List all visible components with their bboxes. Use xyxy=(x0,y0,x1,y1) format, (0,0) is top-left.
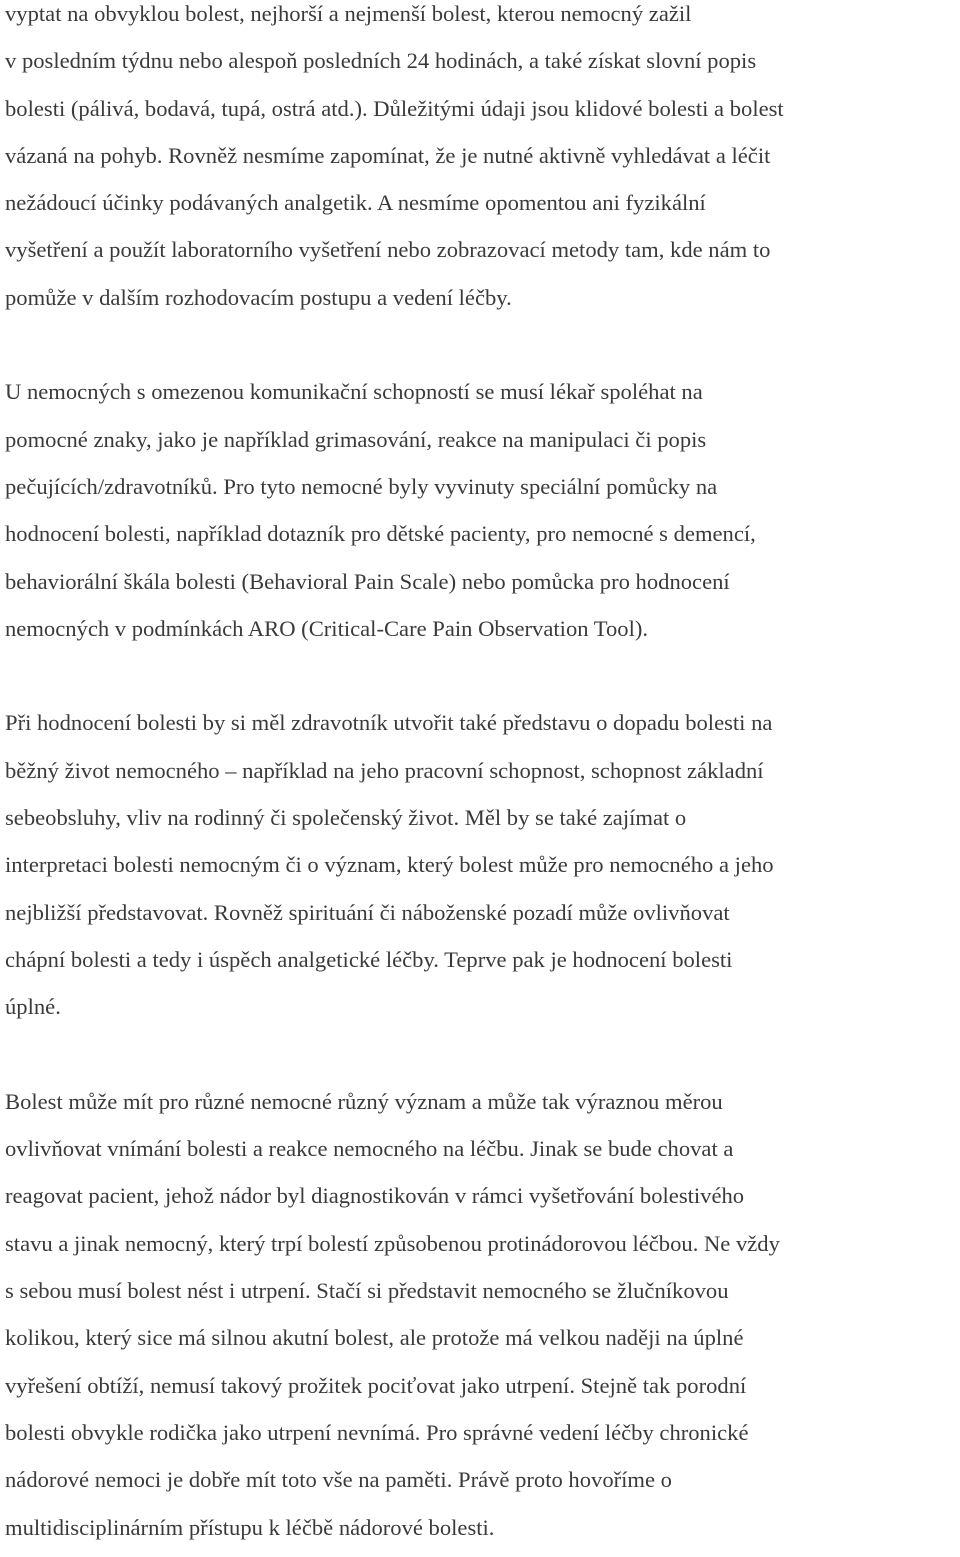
text-line: multidisciplinárním přístupu k léčbě nádorové bolesti. xyxy=(5,1514,495,1540)
text-line: vyšetření a použít laboratorního vyšetření nebo zobrazovací metody tam, kde nám to xyxy=(5,237,771,263)
paragraph-impact-on-life xyxy=(5,699,948,1030)
text-line: vyptat na obvyklou bolest, nejhorší a nejmenší bolest, kterou nemocný zažil xyxy=(5,1,692,26)
text-line: kolikou, který sice má silnou akutní bolest, ale protože má velkou naději na úplné xyxy=(5,1325,744,1351)
text-line: nemocných v podmínkách ARO (Critical-Care Pain Observation Tool). xyxy=(5,615,649,641)
text-line: interpretaci bolesti nemocným či o význam, který bolest může pro nemocného a jeho xyxy=(5,852,774,878)
text-line: s sebou musí bolest nést i utrpení. Stačí si představit nemocného se žlučníkovou xyxy=(5,1278,729,1304)
text-line: ovlivňovat vnímání bolesti a reakce nemocného na léčbu. Jinak se bude chovat a xyxy=(5,1136,734,1162)
text-line: reagovat pacient, jehož nádor byl diagnostikován v rámci vyšetřování bolestivého xyxy=(5,1183,745,1209)
text-line: pomocné znaky, jako je například grimasování, reakce na manipulaci či popis xyxy=(5,426,707,452)
text-line: nádorové nemoci je dobře mít toto vše na paměti. Právě proto hovoříme o xyxy=(5,1467,672,1493)
text-line: bolesti (pálivá, bodavá, tupá, ostrá atd.). Důležitými údaji jsou klidové bolesti a bolest xyxy=(5,95,784,121)
text-line: U nemocných s omezenou komunikační schopností se musí lékař spoléhat na xyxy=(5,379,703,405)
text-line: Při hodnocení bolesti by si měl zdravotník utvořit také představu o dopadu bolesti na xyxy=(5,710,773,736)
text-line: v posledním týdnu nebo alespoň posledních 24 hodinách, a také získat slovní popis xyxy=(5,48,757,74)
text-line: behaviorální škála bolesti (Behavioral Pain Scale) nebo pomůcka pro hodnocení xyxy=(5,568,730,594)
text-line: úplné. xyxy=(5,994,61,1020)
paragraph-meaning-of-pain xyxy=(5,1078,948,1551)
text-line: vyřešení obtíží, nemusí takový prožitek pociťovat jako utrpení. Stejně tak porodní xyxy=(5,1372,747,1398)
text-line: nejbližší představovat. Rovněž spirituání či náboženské pozadí může ovlivňovat xyxy=(5,899,730,925)
paragraph-pain-assessment-history xyxy=(5,0,948,321)
text-line: bolesti obvykle rodička jako utrpení nevnímá. Pro správné vedení léčby chronické xyxy=(5,1419,749,1445)
text-line: nežádoucí účinky podávaných analgetik. A nesmíme opomentou ani fyzikální xyxy=(5,190,706,216)
text-line: chápní bolesti a tedy i úspěch analgetické léčby. Teprve pak je hodnocení bolesti xyxy=(5,946,733,972)
text-line: sebeobsluhy, vliv na rodinný či společenský život. Měl by se také zajímat o xyxy=(5,805,687,831)
text-line: vázaná na pohyb. Rovněž nesmíme zapomínat, že je nutné aktivně vyhledávat a léčit xyxy=(5,142,771,168)
text-line: pečujících/zdravotníků. Pro tyto nemocné byly vyvinuty speciální pomůcky na xyxy=(5,473,718,499)
text-line: hodnocení bolesti, například dotazník pro dětské pacienty, pro nemocné s demencí, xyxy=(5,521,756,547)
text-line: stavu a jinak nemocný, který trpí bolestí způsobenou protinádorovou léčbou. Ne vždy xyxy=(5,1230,780,1256)
text-line: Bolest může mít pro různé nemocné různý význam a může tak výraznou měrou xyxy=(5,1088,723,1114)
text-line: pomůže v dalším rozhodovacím postupu a vedení léčby. xyxy=(5,284,512,310)
paragraph-limited-communication xyxy=(5,368,948,652)
text-line: běžný život nemocného – například na jeho pracovní schopnost, schopnost základní xyxy=(5,757,764,783)
